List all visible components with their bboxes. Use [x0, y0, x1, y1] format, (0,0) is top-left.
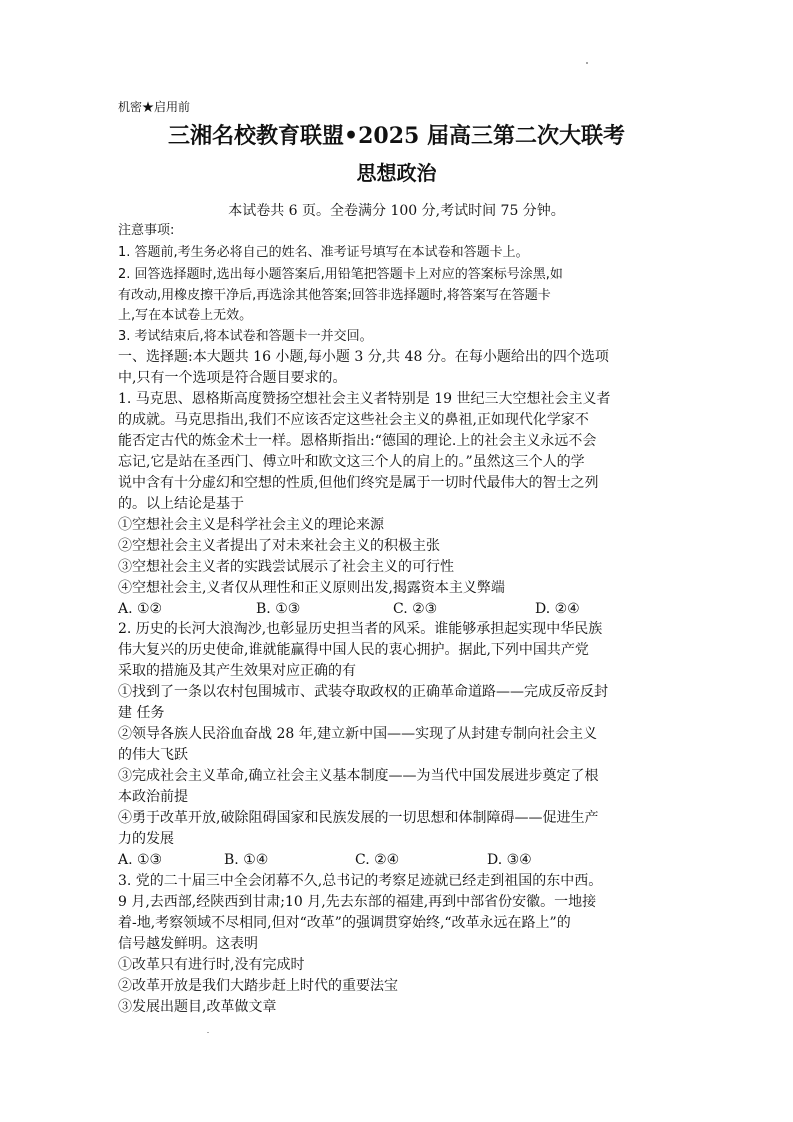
- section-instruction: 中,只有一个选项是符合题目要求的。: [118, 370, 347, 386]
- q3-item: ①改革只有进行时,没有完成时: [118, 957, 305, 973]
- note-line: 1. 答题前,考生务必将自己的姓名、准考证号填写在本试卷和答题卡上。: [118, 245, 529, 260]
- q2-item: 的伟大飞跃: [118, 747, 188, 763]
- q1-option-d[interactable]: D. ②④: [535, 601, 580, 617]
- q2-stem-line: 伟大复兴的历史使命,谁就能赢得中国人民的衷心拥护。据此,下列中国共产党: [118, 642, 589, 658]
- q1-item: ①空想社会主义是科学社会主义的理论来源: [118, 517, 384, 533]
- q1-stem-line: 的成就。马克思指出,我们不应该否定这些社会主义的鼻祖,正如现代化学家不: [118, 412, 589, 428]
- note-line: 3. 考试结束后,将本试卷和答题卡一并交回。: [118, 329, 373, 344]
- q1-option-c[interactable]: C. ②③: [393, 601, 438, 617]
- q2-option-c[interactable]: C. ②④: [355, 852, 400, 868]
- confidential-label: 机密★启用前: [118, 100, 191, 114]
- q2-item: ②领导各族人民浴血奋战 28 年,建立新中国——实现了从封建专制向社会主义: [118, 726, 598, 742]
- notes-heading: 注意事项:: [118, 223, 175, 238]
- q2-item: ④勇于改革开放,破除阻碍国家和民族发展的一切思想和体制障碍——促进生产: [118, 810, 599, 826]
- q1-stem-line: 1. 马克思、恩格斯高度赞扬空想社会主义者特别是 19 世纪三大空想社会主义者: [118, 391, 611, 407]
- q2-option-b[interactable]: B. ①④: [224, 852, 269, 868]
- scan-speck: [207, 1032, 209, 1033]
- note-line: 有改动,用橡皮擦干净后,再选涂其他答案;回答非选择题时,将答案写在答题卡: [118, 288, 551, 303]
- q1-stem-line: 忘记,它是站在圣西门、傅立叶和欧文这三个人的肩上的。”虽然这三个人的学: [118, 454, 585, 470]
- q2-item: 建 任务: [118, 705, 165, 721]
- q3-stem-line: 信号越发鲜明。这表明: [118, 936, 258, 952]
- q1-item: ②空想社会主义者提出了对未来社会主义的积极主张: [118, 538, 440, 554]
- q1-option-b[interactable]: B. ①③: [256, 601, 301, 617]
- q1-stem-line: 能否定古代的炼金术士一样。恩格斯指出:“德国的理论.上的社会主义永远不会: [118, 433, 597, 449]
- section-instruction: 一、选择题:本大题共 16 小题,每小题 3 分,共 48 分。在每小题给出的四个选项: [118, 349, 609, 365]
- q2-option-d[interactable]: D. ③④: [487, 852, 532, 868]
- q3-stem-line: 着-地,考察领域不尽相同,但对“改革”的强调贯穿始终,“改革永远在路上”的: [118, 915, 571, 931]
- q2-item: 本政治前提: [118, 789, 188, 805]
- q2-item: ③完成社会主义革命,确立社会主义基本制度——为当代中国发展进步奠定了根: [118, 768, 599, 784]
- scan-speck: [586, 62, 588, 64]
- q1-stem-line: 说中含有十分虚幻和空想的性质,但他们终究是属于一切时代最伟大的智士之列: [118, 475, 599, 491]
- q2-stem-line: 采取的措施及其产生效果对应正确的有: [118, 663, 356, 679]
- q1-item: ③空想社会主义者的实践尝试展示了社会主义的可行性: [118, 559, 454, 575]
- q1-stem-line: 的。以上结论是基于: [118, 496, 244, 512]
- q2-stem-line: 2. 历史的长河大浪淘沙,也彰显历史担当者的风采。谁能够承担起实现中华民族: [118, 621, 603, 637]
- note-line: 上,写在本试卷上无效。: [118, 308, 253, 323]
- q3-item: ③发展出题目,改革做文章: [118, 999, 277, 1015]
- exam-info: 本试卷共 6 页。全卷满分 100 分,考试时间 75 分钟。: [228, 203, 565, 219]
- q2-option-a[interactable]: A. ①③: [118, 852, 163, 868]
- q2-item: ①找到了一条以农村包围城市、武装夺取政权的正确革命道路——完成反帝反封: [118, 684, 608, 700]
- q1-option-a[interactable]: A. ①②: [118, 601, 163, 617]
- q3-stem-line: 9 月,去西部,经陕西到甘肃;10 月,先去东部的福建,再到中部省份安徽。一地接: [118, 894, 597, 910]
- subject-title: 思想政治: [356, 161, 437, 185]
- q3-item: ②改革开放是我们大踏步赶上时代的重要法宝: [118, 978, 398, 994]
- q1-item: ④空想社会主,义者仅从理性和正义原则出发,揭露资本主义弊端: [118, 580, 505, 596]
- q3-stem-line: 3. 党的二十届三中全会闭幕不久,总书记的考察足迹就已经走到祖国的东中西。: [118, 873, 603, 889]
- exam-title: 三湘名校教育联盟•2025 届高三第二次大联考: [168, 123, 625, 149]
- q2-item: 力的发展: [118, 831, 174, 847]
- note-line: 2. 回答选择题时,选出每小题答案后,用铅笔把答题卡上对应的答案标号涂黑,如: [118, 267, 563, 282]
